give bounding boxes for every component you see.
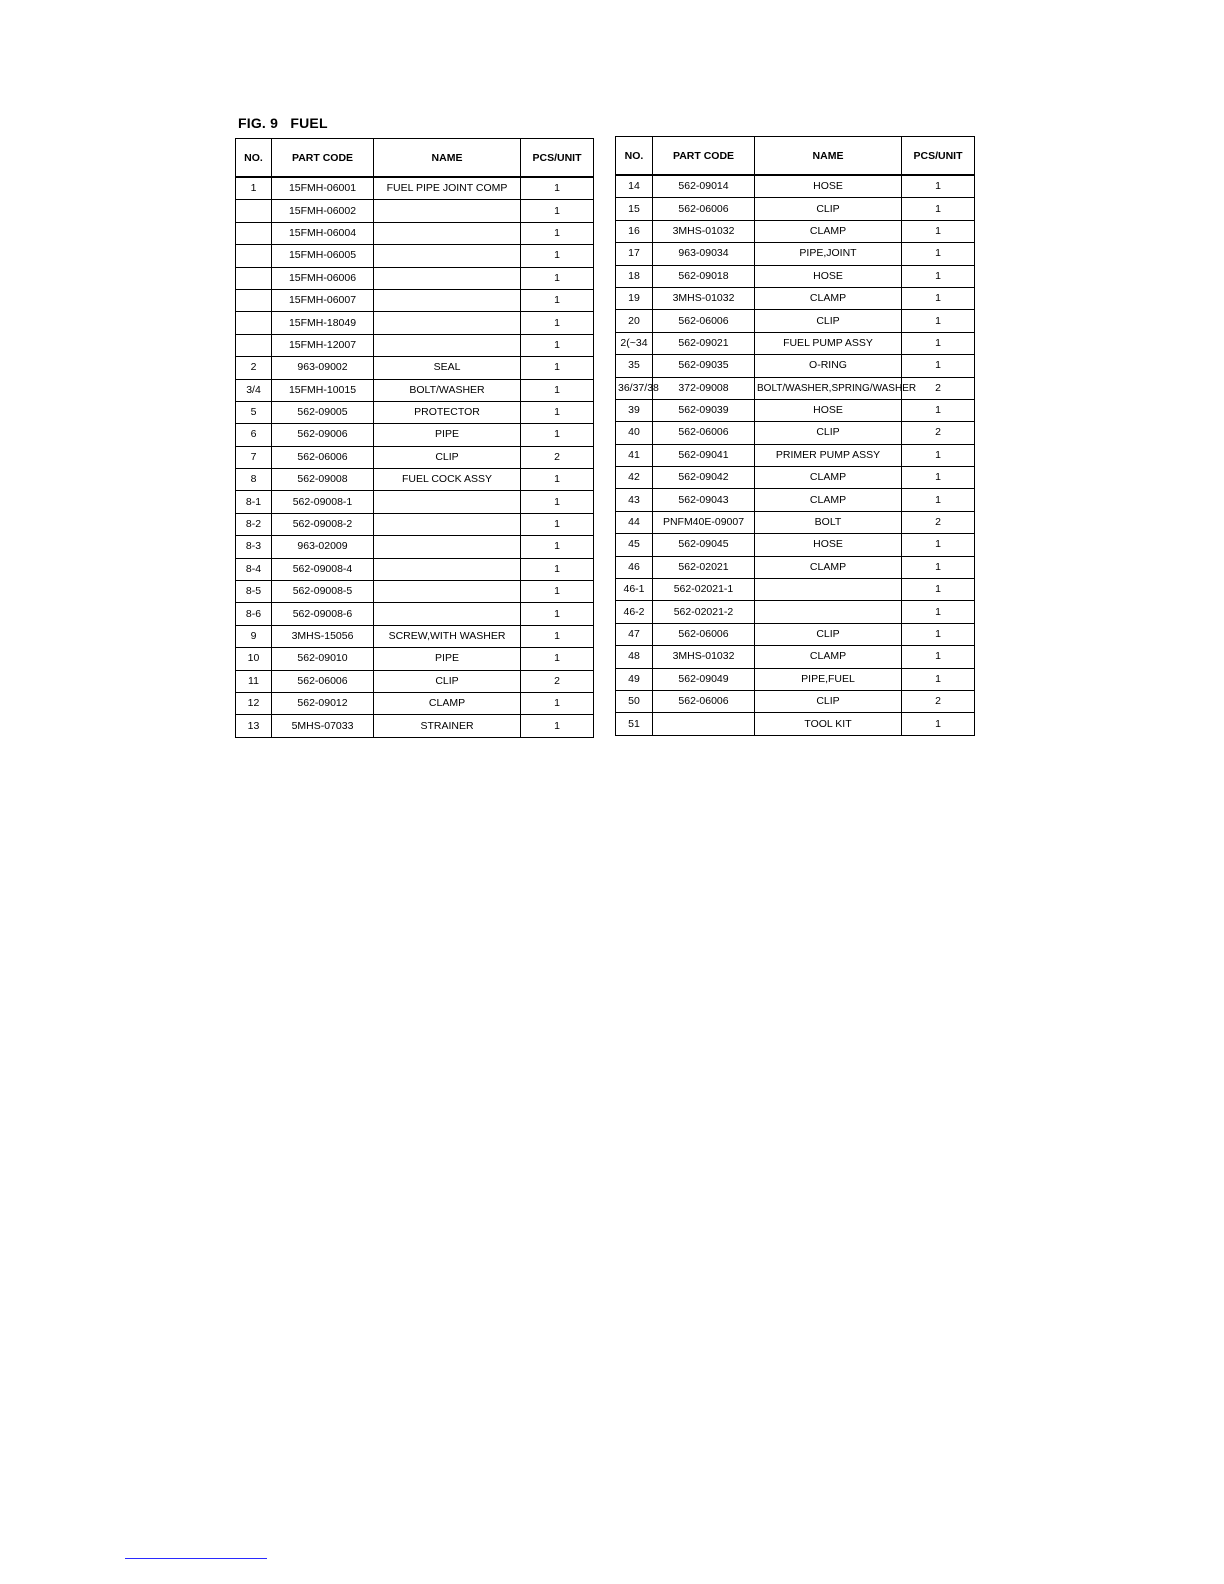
cell-part-code: 562-09045 bbox=[653, 534, 755, 556]
cell-pcs-unit: 1 bbox=[902, 601, 975, 623]
cell-pcs-unit: 2 bbox=[902, 690, 975, 712]
cell-part-code: 562-09018 bbox=[653, 265, 755, 287]
cell-no: 11 bbox=[236, 670, 272, 692]
cell-name: BOLT/WASHER,SPRING/WASHER bbox=[755, 377, 902, 399]
cell-name bbox=[374, 222, 521, 244]
cell-part-code: 562-09008-4 bbox=[272, 558, 374, 580]
table-row bbox=[236, 401, 594, 423]
cell-pcs-unit: 1 bbox=[902, 713, 975, 735]
cell-pcs-unit: 1 bbox=[521, 289, 594, 311]
table-row bbox=[616, 243, 975, 265]
cell-part-code: 562-09006 bbox=[272, 424, 374, 446]
cell-pcs-unit: 1 bbox=[902, 310, 975, 332]
cell-name: CLIP bbox=[374, 446, 521, 468]
cell-pcs-unit: 1 bbox=[521, 491, 594, 513]
cell-part-code: 15FMH-10015 bbox=[272, 379, 374, 401]
column-header-name: NAME bbox=[755, 137, 902, 176]
footnote-divider bbox=[125, 1558, 267, 1559]
cell-no: 2 bbox=[236, 357, 272, 379]
cell-no: 46 bbox=[616, 556, 653, 578]
cell-pcs-unit: 2 bbox=[902, 377, 975, 399]
cell-part-code: 562-09021 bbox=[653, 332, 755, 354]
cell-part-code: 3MHS-01032 bbox=[653, 220, 755, 242]
table-row bbox=[616, 355, 975, 377]
cell-pcs-unit: 1 bbox=[521, 424, 594, 446]
cell-no: 19 bbox=[616, 287, 653, 309]
cell-no: 42 bbox=[616, 467, 653, 489]
cell-pcs-unit: 2 bbox=[902, 511, 975, 533]
table-row bbox=[616, 220, 975, 242]
cell-no bbox=[236, 289, 272, 311]
cell-part-code: 562-09010 bbox=[272, 648, 374, 670]
parts-table-left-body bbox=[236, 177, 594, 737]
cell-part-code: 15FMH-06007 bbox=[272, 289, 374, 311]
figure-title: FIG. 9 FUEL bbox=[238, 115, 328, 131]
cell-pcs-unit: 1 bbox=[902, 579, 975, 601]
cell-part-code: 963-09034 bbox=[653, 243, 755, 265]
cell-no: 12 bbox=[236, 692, 272, 714]
cell-pcs-unit: 1 bbox=[902, 287, 975, 309]
cell-part-code: 562-09012 bbox=[272, 692, 374, 714]
cell-part-code: PNFM40E-09007 bbox=[653, 511, 755, 533]
table-row bbox=[616, 690, 975, 712]
cell-name: CLIP bbox=[374, 670, 521, 692]
table-row bbox=[616, 310, 975, 332]
cell-part-code: 562-09039 bbox=[653, 399, 755, 421]
cell-part-code: 15FMH-06002 bbox=[272, 200, 374, 222]
cell-no: 40 bbox=[616, 422, 653, 444]
column-header-part-code: PART CODE bbox=[653, 137, 755, 176]
cell-no: 8-1 bbox=[236, 491, 272, 513]
cell-no: 20 bbox=[616, 310, 653, 332]
cell-part-code: 963-02009 bbox=[272, 536, 374, 558]
cell-name bbox=[755, 601, 902, 623]
table-row bbox=[236, 692, 594, 714]
parts-table-left bbox=[235, 138, 594, 738]
table-row bbox=[236, 245, 594, 267]
cell-pcs-unit: 2 bbox=[902, 422, 975, 444]
cell-name: PIPE bbox=[374, 424, 521, 446]
table-row bbox=[616, 399, 975, 421]
table-row bbox=[616, 668, 975, 690]
table-row bbox=[616, 534, 975, 556]
cell-no: 15 bbox=[616, 198, 653, 220]
table-row bbox=[616, 175, 975, 198]
column-header-no: NO. bbox=[616, 137, 653, 176]
cell-no: 8-2 bbox=[236, 513, 272, 535]
cell-pcs-unit: 1 bbox=[902, 220, 975, 242]
cell-pcs-unit: 1 bbox=[902, 399, 975, 421]
cell-part-code: 3MHS-15056 bbox=[272, 625, 374, 647]
table-row bbox=[616, 332, 975, 354]
cell-pcs-unit: 1 bbox=[902, 265, 975, 287]
cell-name: HOSE bbox=[755, 175, 902, 198]
cell-pcs-unit: 1 bbox=[902, 444, 975, 466]
table-row bbox=[236, 289, 594, 311]
cell-part-code: 562-09005 bbox=[272, 401, 374, 423]
cell-pcs-unit: 1 bbox=[902, 623, 975, 645]
cell-part-code: 562-06006 bbox=[653, 690, 755, 712]
cell-no bbox=[236, 334, 272, 356]
cell-name: CLAMP bbox=[755, 220, 902, 242]
cell-part-code: 562-02021 bbox=[653, 556, 755, 578]
table-row bbox=[236, 200, 594, 222]
parts-table-right bbox=[615, 136, 975, 736]
cell-part-code: 562-09014 bbox=[653, 175, 755, 198]
cell-part-code: 562-06006 bbox=[272, 446, 374, 468]
cell-pcs-unit: 1 bbox=[521, 536, 594, 558]
cell-pcs-unit: 1 bbox=[521, 513, 594, 535]
cell-part-code: 15FMH-18049 bbox=[272, 312, 374, 334]
cell-pcs-unit: 1 bbox=[521, 177, 594, 200]
cell-part-code: 562-02021-2 bbox=[653, 601, 755, 623]
cell-name: CLIP bbox=[755, 310, 902, 332]
cell-name bbox=[374, 603, 521, 625]
cell-name bbox=[374, 200, 521, 222]
cell-no: 8-6 bbox=[236, 603, 272, 625]
table-row bbox=[616, 265, 975, 287]
cell-no bbox=[236, 200, 272, 222]
cell-no: 14 bbox=[616, 175, 653, 198]
cell-no: 8-4 bbox=[236, 558, 272, 580]
cell-no: 43 bbox=[616, 489, 653, 511]
cell-name bbox=[374, 245, 521, 267]
cell-pcs-unit: 1 bbox=[521, 267, 594, 289]
table-row bbox=[236, 670, 594, 692]
cell-no: 10 bbox=[236, 648, 272, 670]
cell-name bbox=[374, 312, 521, 334]
cell-name bbox=[374, 491, 521, 513]
cell-name: HOSE bbox=[755, 399, 902, 421]
cell-no: 46-1 bbox=[616, 579, 653, 601]
table-row bbox=[236, 222, 594, 244]
cell-name: PIPE,FUEL bbox=[755, 668, 902, 690]
cell-name: CLIP bbox=[755, 623, 902, 645]
cell-pcs-unit: 1 bbox=[521, 581, 594, 603]
cell-no: 16 bbox=[616, 220, 653, 242]
cell-name: CLIP bbox=[755, 690, 902, 712]
cell-no: 41 bbox=[616, 444, 653, 466]
cell-no bbox=[236, 312, 272, 334]
table-row bbox=[616, 377, 975, 399]
table-row bbox=[616, 623, 975, 645]
cell-name bbox=[374, 289, 521, 311]
cell-no: 8-3 bbox=[236, 536, 272, 558]
cell-name: PIPE,JOINT bbox=[755, 243, 902, 265]
cell-pcs-unit: 2 bbox=[521, 670, 594, 692]
table-row bbox=[616, 646, 975, 668]
cell-name: CLIP bbox=[755, 422, 902, 444]
cell-pcs-unit: 1 bbox=[521, 558, 594, 580]
cell-name: HOSE bbox=[755, 534, 902, 556]
cell-part-code: 562-06006 bbox=[653, 198, 755, 220]
table-row bbox=[236, 581, 594, 603]
table-row bbox=[236, 334, 594, 356]
cell-pcs-unit: 1 bbox=[902, 467, 975, 489]
cell-name bbox=[374, 558, 521, 580]
cell-name: CLAMP bbox=[755, 489, 902, 511]
cell-part-code: 3MHS-01032 bbox=[653, 646, 755, 668]
parts-table-right-body bbox=[616, 175, 975, 735]
cell-name: PRIMER PUMP ASSY bbox=[755, 444, 902, 466]
cell-pcs-unit: 1 bbox=[521, 357, 594, 379]
cell-name bbox=[374, 581, 521, 603]
column-header-name: NAME bbox=[374, 139, 521, 178]
cell-part-code: 562-09008-6 bbox=[272, 603, 374, 625]
cell-part-code: 15FMH-06001 bbox=[272, 177, 374, 200]
cell-pcs-unit: 1 bbox=[521, 334, 594, 356]
cell-name bbox=[374, 267, 521, 289]
cell-part-code: 372-09008 bbox=[653, 377, 755, 399]
cell-no bbox=[236, 222, 272, 244]
cell-part-code: 562-06006 bbox=[653, 422, 755, 444]
cell-name: CLAMP bbox=[755, 287, 902, 309]
cell-no: 7 bbox=[236, 446, 272, 468]
cell-no: 8 bbox=[236, 469, 272, 491]
cell-pcs-unit: 1 bbox=[902, 243, 975, 265]
cell-name: CLIP bbox=[755, 198, 902, 220]
cell-part-code: 562-09041 bbox=[653, 444, 755, 466]
table-header-row bbox=[616, 137, 975, 176]
cell-pcs-unit: 1 bbox=[521, 469, 594, 491]
cell-pcs-unit: 1 bbox=[902, 534, 975, 556]
table-row bbox=[236, 177, 594, 200]
cell-no: 8-5 bbox=[236, 581, 272, 603]
cell-pcs-unit: 1 bbox=[521, 222, 594, 244]
cell-name: FUEL PUMP ASSY bbox=[755, 332, 902, 354]
cell-pcs-unit: 1 bbox=[902, 556, 975, 578]
cell-part-code: 15FMH-06005 bbox=[272, 245, 374, 267]
cell-part-code: 15FMH-06006 bbox=[272, 267, 374, 289]
cell-part-code: 963-09002 bbox=[272, 357, 374, 379]
cell-no: 35 bbox=[616, 355, 653, 377]
cell-no: 2(~34 bbox=[616, 332, 653, 354]
cell-name: FUEL PIPE JOINT COMP bbox=[374, 177, 521, 200]
cell-pcs-unit: 1 bbox=[902, 175, 975, 198]
cell-part-code: 562-09008-5 bbox=[272, 581, 374, 603]
column-header-pcs-unit: PCS/UNIT bbox=[902, 137, 975, 176]
cell-pcs-unit: 1 bbox=[521, 379, 594, 401]
cell-no: 45 bbox=[616, 534, 653, 556]
cell-name bbox=[755, 579, 902, 601]
cell-part-code: 562-09008-2 bbox=[272, 513, 374, 535]
cell-name: O-RING bbox=[755, 355, 902, 377]
cell-no: 36/37/38 bbox=[616, 377, 653, 399]
table-row bbox=[236, 267, 594, 289]
cell-part-code: 5MHS-07033 bbox=[272, 715, 374, 737]
cell-no: 3/4 bbox=[236, 379, 272, 401]
table-row bbox=[236, 715, 594, 737]
table-row bbox=[616, 198, 975, 220]
cell-part-code: 562-06006 bbox=[653, 623, 755, 645]
cell-name: SCREW,WITH WASHER bbox=[374, 625, 521, 647]
cell-no: 9 bbox=[236, 625, 272, 647]
cell-no: 1 bbox=[236, 177, 272, 200]
cell-no: 5 bbox=[236, 401, 272, 423]
cell-pcs-unit: 1 bbox=[521, 648, 594, 670]
cell-pcs-unit: 1 bbox=[521, 715, 594, 737]
cell-pcs-unit: 1 bbox=[521, 401, 594, 423]
cell-name bbox=[374, 513, 521, 535]
table-row bbox=[236, 513, 594, 535]
cell-no: 51 bbox=[616, 713, 653, 735]
cell-pcs-unit: 1 bbox=[902, 332, 975, 354]
cell-no: 44 bbox=[616, 511, 653, 533]
cell-pcs-unit: 1 bbox=[902, 355, 975, 377]
cell-no: 17 bbox=[616, 243, 653, 265]
table-row bbox=[616, 579, 975, 601]
table-row bbox=[616, 287, 975, 309]
column-header-no: NO. bbox=[236, 139, 272, 178]
cell-part-code: 15FMH-06004 bbox=[272, 222, 374, 244]
cell-part-code: 562-09043 bbox=[653, 489, 755, 511]
table-row bbox=[616, 422, 975, 444]
cell-name: STRAINER bbox=[374, 715, 521, 737]
cell-part-code: 562-09035 bbox=[653, 355, 755, 377]
table-row bbox=[616, 511, 975, 533]
cell-part-code: 3MHS-01032 bbox=[653, 287, 755, 309]
table-row bbox=[236, 603, 594, 625]
table-row bbox=[236, 558, 594, 580]
cell-no: 50 bbox=[616, 690, 653, 712]
cell-no: 18 bbox=[616, 265, 653, 287]
table-row bbox=[236, 491, 594, 513]
table-row bbox=[236, 379, 594, 401]
cell-pcs-unit: 1 bbox=[902, 646, 975, 668]
cell-no: 47 bbox=[616, 623, 653, 645]
cell-name: PROTECTOR bbox=[374, 401, 521, 423]
cell-name: PIPE bbox=[374, 648, 521, 670]
cell-part-code: 562-09008-1 bbox=[272, 491, 374, 513]
cell-no: 6 bbox=[236, 424, 272, 446]
cell-name: BOLT bbox=[755, 511, 902, 533]
cell-name: CLAMP bbox=[755, 646, 902, 668]
cell-part-code: 562-09049 bbox=[653, 668, 755, 690]
table-row bbox=[236, 625, 594, 647]
cell-pcs-unit: 1 bbox=[902, 198, 975, 220]
cell-pcs-unit: 1 bbox=[521, 625, 594, 647]
cell-no: 48 bbox=[616, 646, 653, 668]
table-row bbox=[616, 713, 975, 735]
cell-part-code: 562-06006 bbox=[272, 670, 374, 692]
table-row bbox=[236, 424, 594, 446]
table-row bbox=[236, 446, 594, 468]
cell-name: FUEL COCK ASSY bbox=[374, 469, 521, 491]
cell-name: TOOL KIT bbox=[755, 713, 902, 735]
table-row bbox=[236, 357, 594, 379]
cell-no bbox=[236, 267, 272, 289]
cell-pcs-unit: 2 bbox=[521, 446, 594, 468]
cell-pcs-unit: 1 bbox=[521, 245, 594, 267]
cell-name bbox=[374, 536, 521, 558]
table-row bbox=[236, 312, 594, 334]
table-row bbox=[616, 444, 975, 466]
cell-part-code: 562-09008 bbox=[272, 469, 374, 491]
table-row bbox=[616, 601, 975, 623]
cell-name: CLAMP bbox=[374, 692, 521, 714]
table-row bbox=[236, 536, 594, 558]
table-row bbox=[616, 467, 975, 489]
cell-part-code: 562-06006 bbox=[653, 310, 755, 332]
cell-no bbox=[236, 245, 272, 267]
table-row bbox=[236, 469, 594, 491]
column-header-part-code: PART CODE bbox=[272, 139, 374, 178]
cell-pcs-unit: 1 bbox=[521, 692, 594, 714]
table-header-row bbox=[236, 139, 594, 178]
cell-part-code: 562-09042 bbox=[653, 467, 755, 489]
cell-name: CLAMP bbox=[755, 556, 902, 578]
table-row bbox=[616, 489, 975, 511]
cell-pcs-unit: 1 bbox=[902, 489, 975, 511]
cell-part-code: 15FMH-12007 bbox=[272, 334, 374, 356]
cell-name: CLAMP bbox=[755, 467, 902, 489]
cell-part-code bbox=[653, 713, 755, 735]
cell-no: 46-2 bbox=[616, 601, 653, 623]
table-row bbox=[616, 556, 975, 578]
cell-pcs-unit: 1 bbox=[521, 603, 594, 625]
cell-pcs-unit: 1 bbox=[521, 312, 594, 334]
table-row bbox=[236, 648, 594, 670]
column-header-pcs-unit: PCS/UNIT bbox=[521, 139, 594, 178]
cell-name bbox=[374, 334, 521, 356]
cell-no: 39 bbox=[616, 399, 653, 421]
cell-part-code: 562-02021-1 bbox=[653, 579, 755, 601]
cell-pcs-unit: 1 bbox=[902, 668, 975, 690]
cell-name: BOLT/WASHER bbox=[374, 379, 521, 401]
cell-name: HOSE bbox=[755, 265, 902, 287]
cell-pcs-unit: 1 bbox=[521, 200, 594, 222]
cell-name: SEAL bbox=[374, 357, 521, 379]
cell-no: 49 bbox=[616, 668, 653, 690]
cell-no: 13 bbox=[236, 715, 272, 737]
